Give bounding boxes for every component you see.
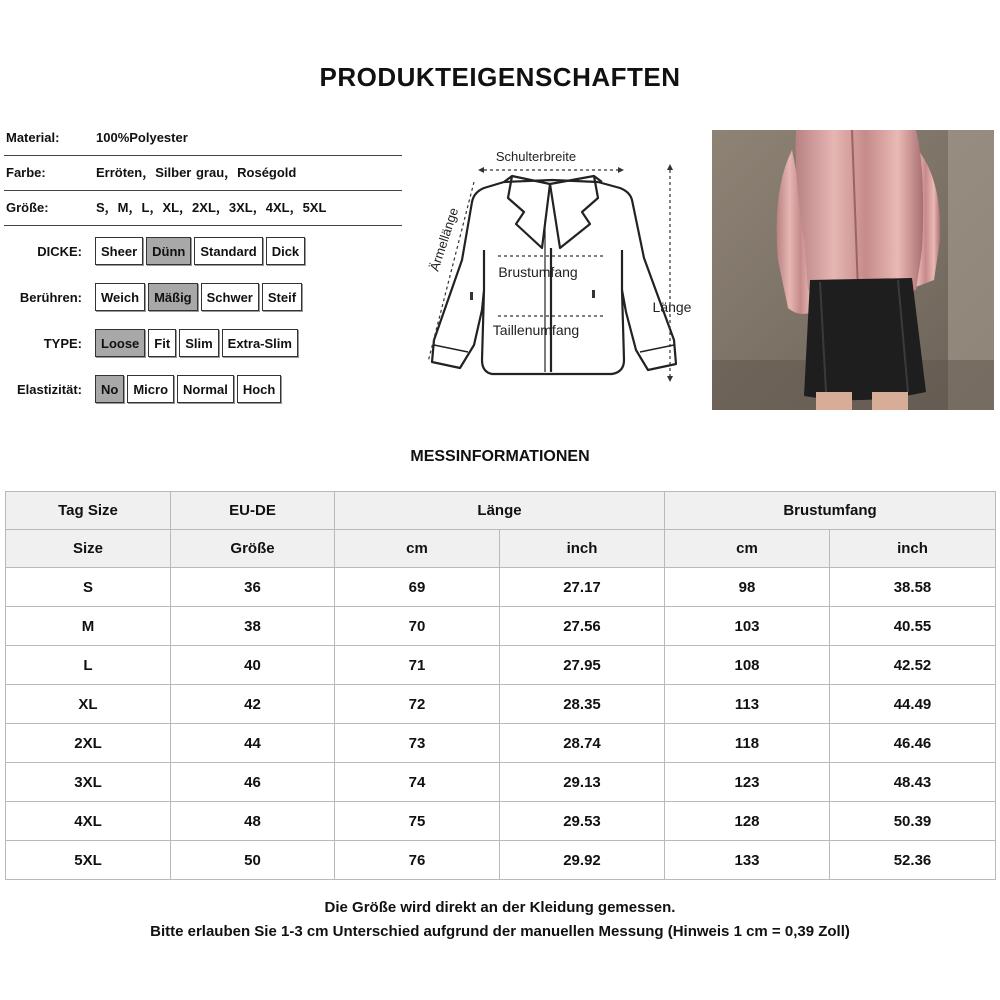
table-cell: 118 (665, 724, 830, 763)
attribute-option: Mäßig (148, 283, 198, 311)
table-cell: 28.35 (500, 685, 665, 724)
table-header-cell: Size (6, 530, 171, 568)
table-cell: 52.36 (830, 841, 996, 880)
table-cell: 2XL (6, 724, 171, 763)
table-cell: S (6, 568, 171, 607)
table-header-cell: cm (335, 530, 500, 568)
table-header-cell: Brustumfang (665, 492, 996, 530)
table-cell: L (6, 646, 171, 685)
table-cell: 40.55 (830, 607, 996, 646)
attribute-option: Steif (262, 283, 302, 311)
table-cell: 46.46 (830, 724, 996, 763)
table-cell: 133 (665, 841, 830, 880)
table-cell: 48.43 (830, 763, 996, 802)
property-label: Größe: (6, 200, 49, 215)
note-line-1: Die Größe wird direkt an der Kleidung gemessen. (324, 899, 676, 916)
diagram-label-chest: Brustumfang (498, 264, 578, 280)
attribute-label: TYPE: (43, 336, 82, 351)
table-header-cell: EU-DE (171, 492, 335, 530)
attribute-option: Sheer (95, 237, 143, 265)
table-row (6, 802, 996, 841)
table-cell: 48 (171, 802, 335, 841)
table-cell: 27.95 (500, 646, 665, 685)
table-cell: 27.56 (500, 607, 665, 646)
attribute-option: Loose (95, 329, 145, 357)
table-header-cell: inch (830, 530, 996, 568)
table-cell: 5XL (6, 841, 171, 880)
attribute-option: Schwer (201, 283, 259, 311)
table-cell: 44.49 (830, 685, 996, 724)
table-cell: 108 (665, 646, 830, 685)
diagram-label-waist: Taillenumfang (492, 322, 580, 338)
attribute-option-group (95, 283, 302, 311)
table-cell: 70 (335, 607, 500, 646)
table-cell: 50 (171, 841, 335, 880)
property-value: S，M，L，XL，2XL，3XL，4XL，5XL (96, 200, 327, 215)
attribute-option: Extra-Slim (222, 329, 298, 357)
table-cell: 75 (335, 802, 500, 841)
table-header-cell: cm (665, 530, 830, 568)
table-cell: 29.13 (500, 763, 665, 802)
table-cell: 128 (665, 802, 830, 841)
property-row-color (4, 156, 402, 191)
attribute-option: Weich (95, 283, 145, 311)
attribute-option: Standard (194, 237, 262, 265)
table-cell: 74 (335, 763, 500, 802)
attribute-option: Normal (177, 375, 234, 403)
attribute-label: Berühren: (19, 290, 82, 305)
table-row (6, 763, 996, 802)
attribute-option: Dünn (146, 237, 191, 265)
property-label: Farbe: (6, 165, 46, 180)
measurement-diagram (412, 140, 702, 390)
table-header-cell: Größe (171, 530, 335, 568)
measurements-title: MESSINFORMATIONEN (410, 448, 590, 465)
table-header-cell: inch (500, 530, 665, 568)
attribute-option: No (95, 375, 124, 403)
table-cell: 4XL (6, 802, 171, 841)
table-cell: 38.58 (830, 568, 996, 607)
attribute-option: Fit (148, 329, 176, 357)
table-cell: 73 (335, 724, 500, 763)
table-cell: 113 (665, 685, 830, 724)
attribute-option: Micro (127, 375, 174, 403)
diagram-label-length: Länge (652, 299, 692, 315)
attribute-option-group (95, 375, 281, 403)
table-cell: 76 (335, 841, 500, 880)
table-cell: 42 (171, 685, 335, 724)
diagram-label-sleeve: Ärmellänge (426, 205, 462, 273)
table-cell: 98 (665, 568, 830, 607)
table-row (6, 646, 996, 685)
table-row (6, 841, 996, 880)
property-label: Material: (6, 130, 60, 145)
table-cell: 27.17 (500, 568, 665, 607)
attribute-option-group (95, 329, 298, 357)
table-cell: 71 (335, 646, 500, 685)
table-cell: 36 (171, 568, 335, 607)
table-cell: 69 (335, 568, 500, 607)
table-cell: 28.74 (500, 724, 665, 763)
note-line-2: Bitte erlauben Sie 1-3 cm Unterschied aufgrund der manuellen Messung (Hinweis 1 cm = 0,39 Zoll) (150, 923, 850, 940)
property-row-size (4, 191, 402, 226)
size-table (5, 491, 996, 880)
product-photo (712, 130, 994, 410)
table-cell: 72 (335, 685, 500, 724)
table-cell: 46 (171, 763, 335, 802)
table-header-row (6, 492, 996, 530)
page-title: PRODUKTEIGENSCHAFTEN (319, 62, 681, 92)
table-cell: 29.53 (500, 802, 665, 841)
attribute-option-group (95, 237, 305, 265)
table-cell: 123 (665, 763, 830, 802)
property-value: Erröten，Silber grau，Roségold (96, 165, 297, 180)
table-cell: 50.39 (830, 802, 996, 841)
table-row (6, 568, 996, 607)
table-cell: 44 (171, 724, 335, 763)
attribute-option: Slim (179, 329, 218, 357)
table-cell: XL (6, 685, 171, 724)
attribute-option: Dick (266, 237, 305, 265)
table-cell: 38 (171, 607, 335, 646)
table-cell: M (6, 607, 171, 646)
table-cell: 42.52 (830, 646, 996, 685)
table-header-cell: Länge (335, 492, 665, 530)
diagram-label-shoulder: Schulterbreite (495, 149, 577, 164)
table-header-row (6, 530, 996, 568)
table-row (6, 607, 996, 646)
attribute-option: Hoch (237, 375, 282, 403)
table-cell: 40 (171, 646, 335, 685)
table-header-cell: Tag Size (6, 492, 171, 530)
property-value: 100%Polyester (96, 130, 188, 145)
table-cell: 29.92 (500, 841, 665, 880)
table-cell: 3XL (6, 763, 171, 802)
property-row-material (4, 121, 402, 156)
attribute-label: Elastizität: (16, 382, 82, 397)
table-row (6, 685, 996, 724)
table-cell: 103 (665, 607, 830, 646)
table-row (6, 724, 996, 763)
attribute-label: DICKE: (37, 244, 82, 259)
